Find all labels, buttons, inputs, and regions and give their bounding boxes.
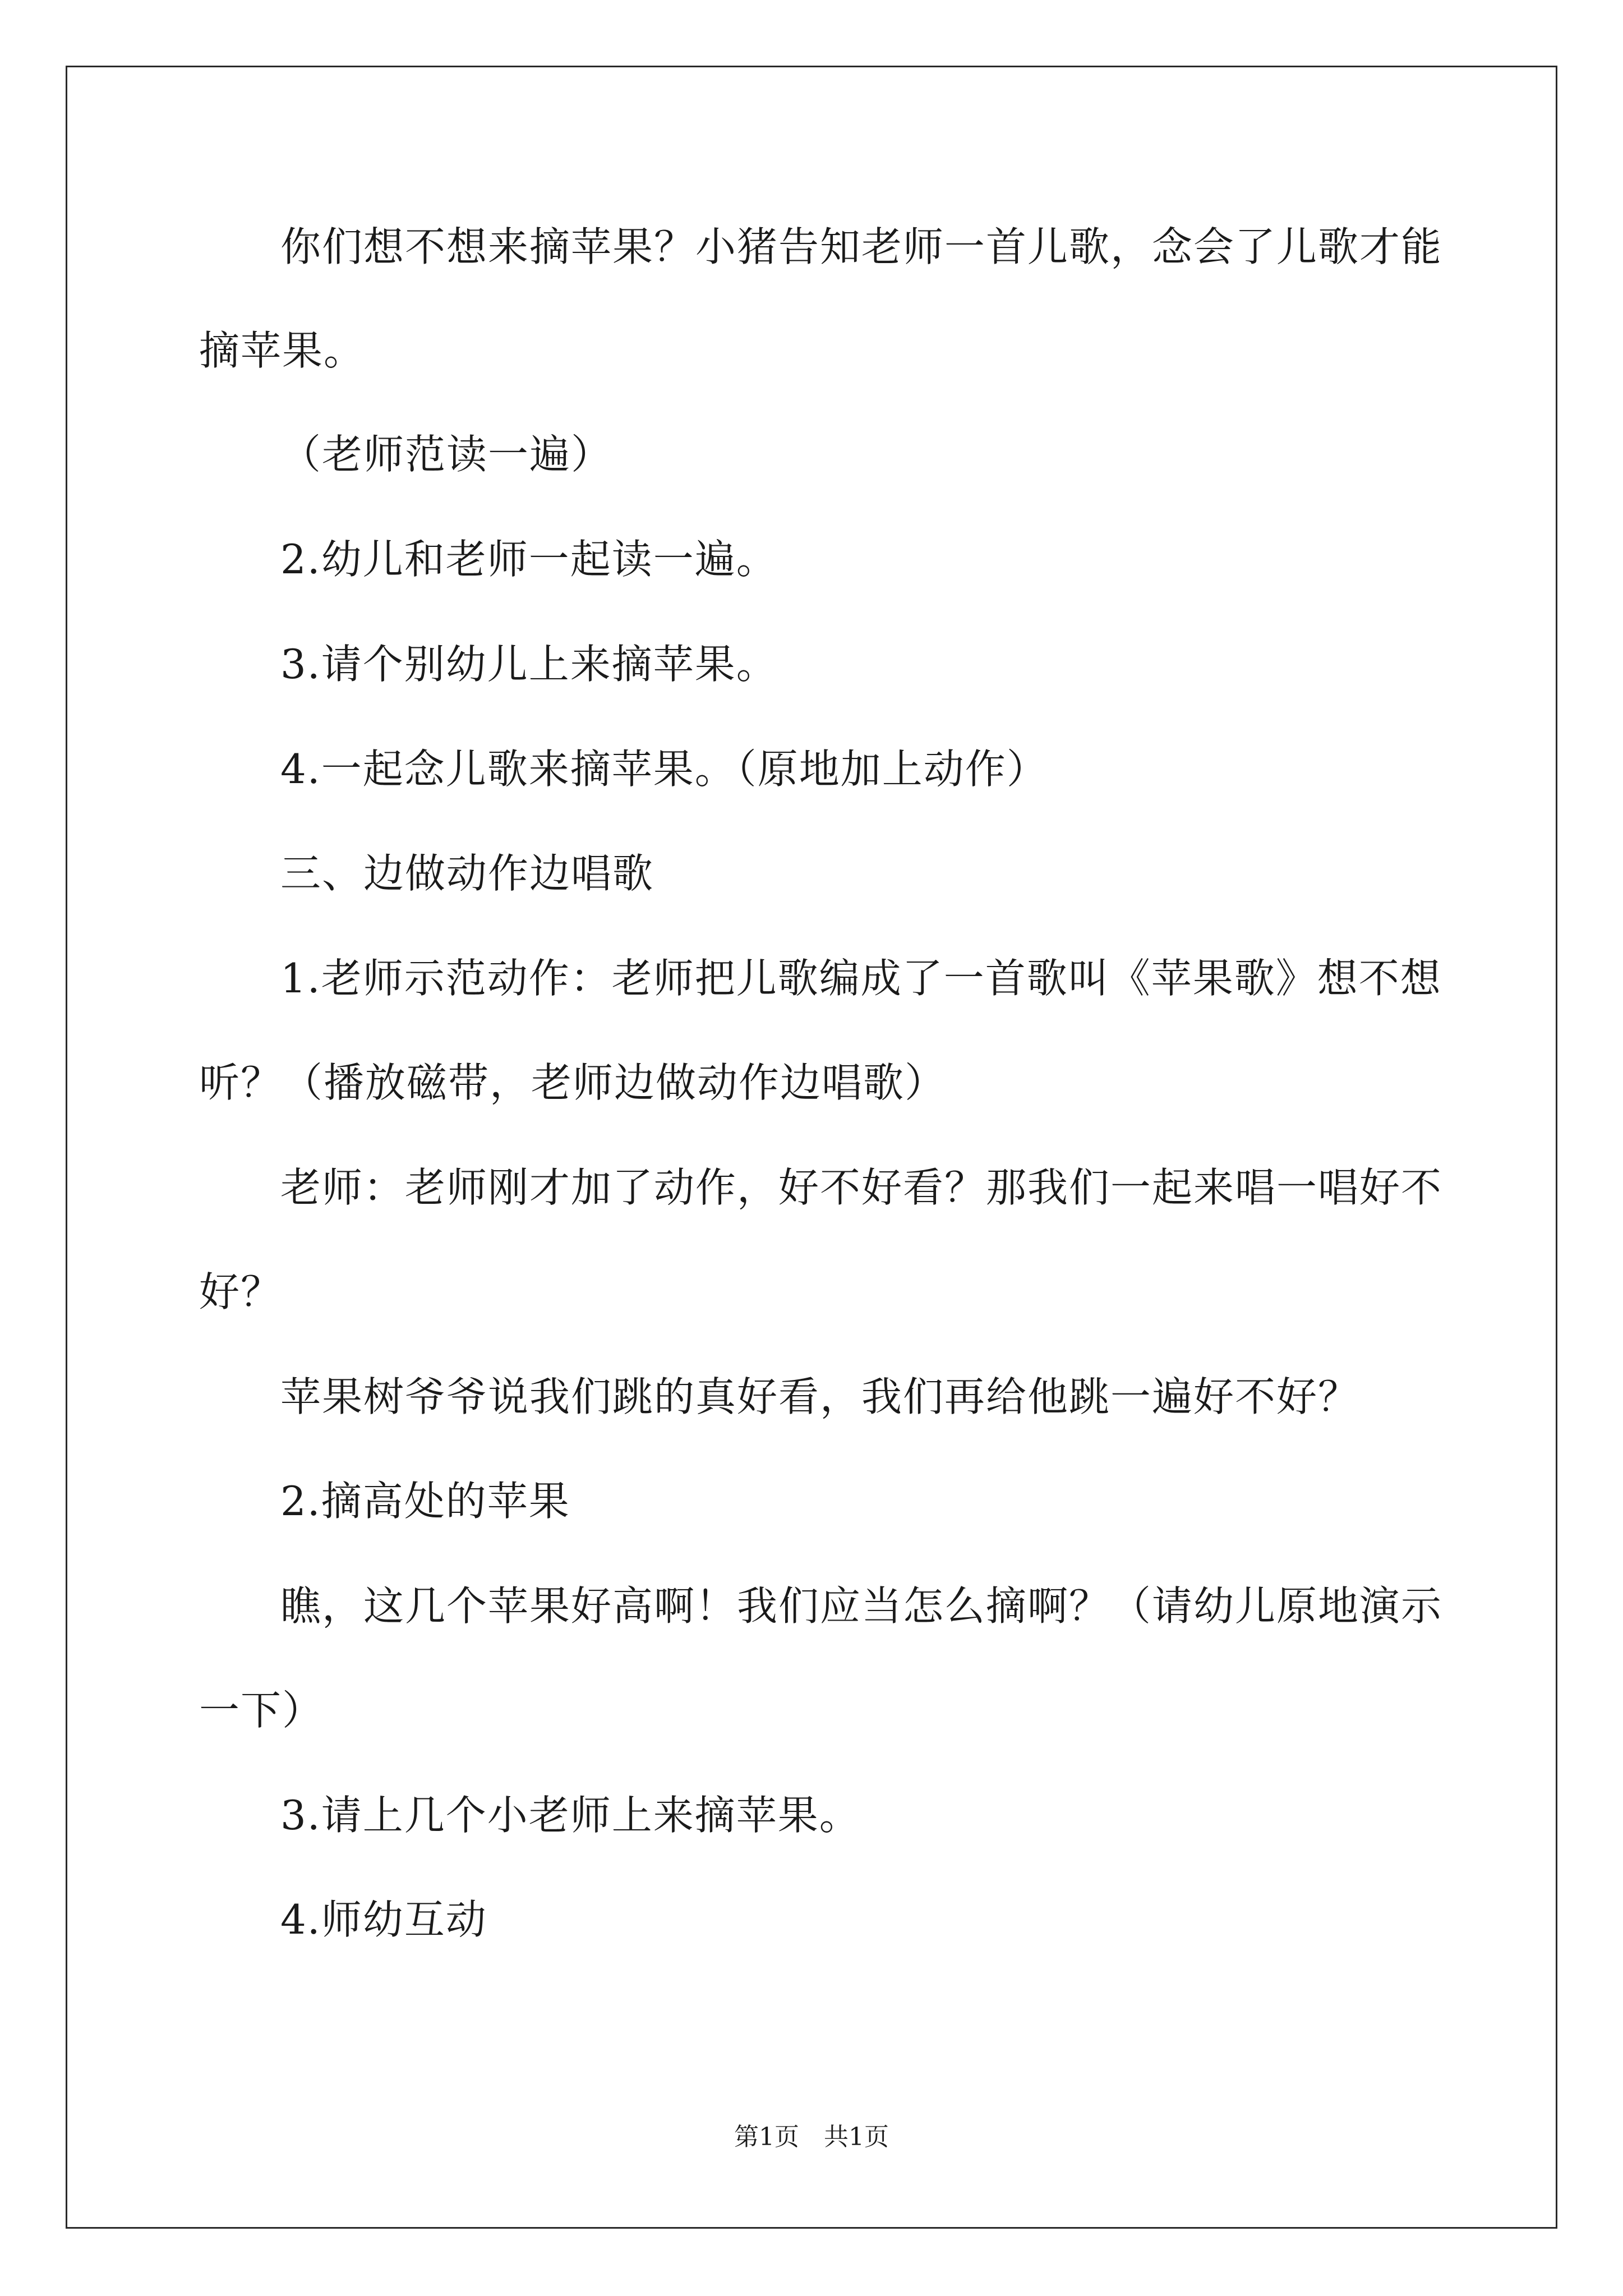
paragraph-line: 1.老师示范动作：老师把儿歌编成了一首歌叫《苹果歌》想不想 [280, 955, 1442, 1002]
section-heading: 三、边做动作边唱歌 [280, 850, 654, 897]
paragraph-line: 2.摘高处的苹果 [280, 1478, 570, 1525]
paragraph-line: 听？（播放磁带，老师边做动作边唱歌） [199, 1059, 947, 1106]
paragraph-line: 4.一起念儿歌来摘苹果。（原地加上动作） [280, 746, 1048, 793]
paragraph-line: 老师：老师刚才加了动作，好不好看？那我们一起来唱一唱好不 [280, 1164, 1443, 1211]
paragraph-line: 2.幼儿和老师一起读一遍。 [280, 536, 778, 583]
paragraph-line: 3.请个别幼儿上来摘苹果。 [280, 641, 778, 688]
page-number-footer: 第1页 共1页 [734, 2123, 889, 2151]
paragraph-line: 瞧，这几个苹果好高啊！我们应当怎么摘啊？（请幼儿原地演示 [280, 1582, 1443, 1630]
paragraph-line: 摘苹果。 [199, 327, 366, 374]
paragraph-line: 3.请上几个小老师上来摘苹果。 [280, 1792, 861, 1839]
paragraph-line: 苹果树爷爷说我们跳的真好看，我们再给他跳一遍好不好？ [280, 1373, 1360, 1420]
paragraph-line: 你们想不想来摘苹果？小猪告知老师一首儿歌，念会了儿歌才能 [280, 223, 1443, 270]
paragraph-line: 好？ [199, 1268, 283, 1315]
paragraph-line: 一下） [199, 1687, 324, 1734]
paragraph-line: （老师范读一遍） [280, 431, 613, 478]
paragraph-line: 4.师幼互动 [280, 1896, 487, 1943]
